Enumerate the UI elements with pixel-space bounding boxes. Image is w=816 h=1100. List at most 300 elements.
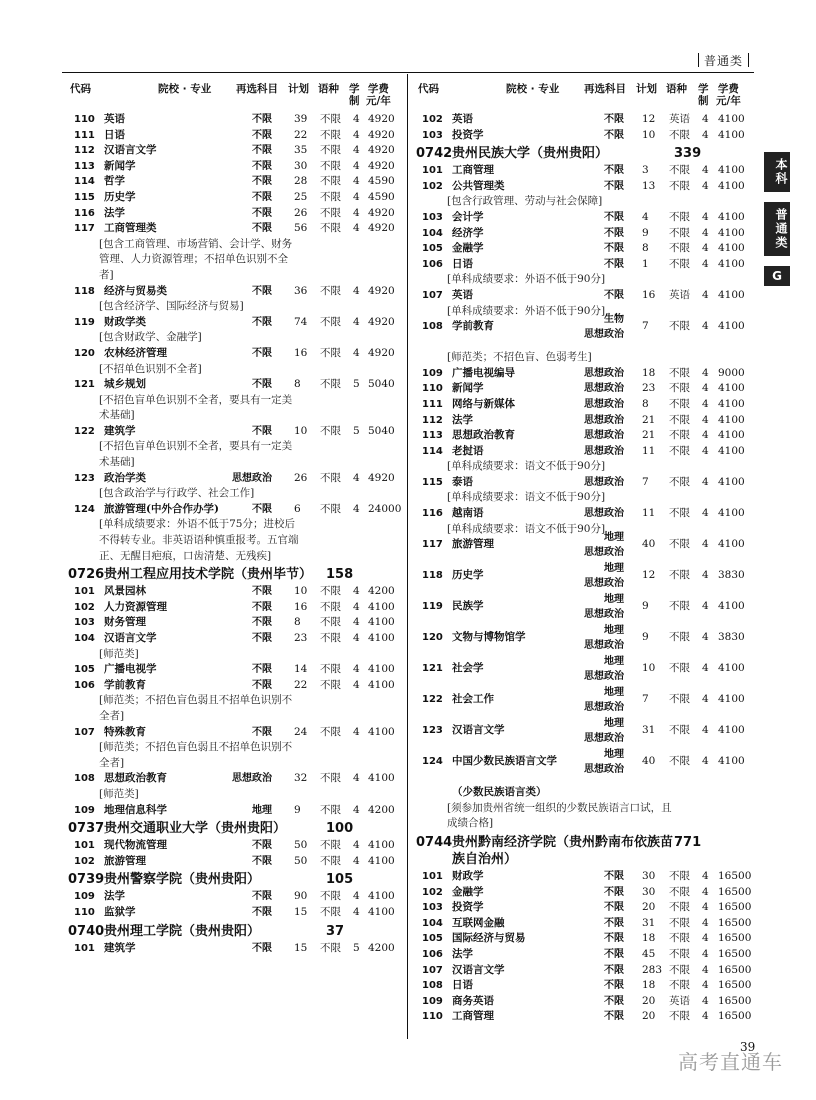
required-subject: 思想政治: [584, 445, 624, 457]
years: 4: [353, 113, 360, 125]
major-name: 会计学: [452, 210, 484, 223]
major-name: 旅游管理(中外合作办学): [104, 502, 219, 515]
enroll-plan: 8: [642, 242, 649, 255]
language: 不限: [320, 678, 341, 691]
language: 不限: [320, 190, 341, 203]
major-name: 经济学: [452, 226, 484, 239]
major-name: 老挝语: [452, 444, 484, 457]
major-note: [包含经济学、国际经济与贸易]: [99, 300, 244, 313]
major-name: 泰语: [452, 475, 473, 488]
tuition: 4100: [368, 839, 395, 852]
language: 不限: [320, 284, 341, 297]
major-name: 汉语言文学: [104, 144, 157, 157]
table-row: [416, 226, 752, 242]
years: 5: [353, 378, 360, 391]
major-name: 汉语言文学: [452, 724, 505, 737]
table-row: [416, 241, 752, 257]
major-code: 113: [74, 160, 95, 172]
required-subject: 不限: [252, 855, 272, 867]
required-subject: 不限: [252, 679, 272, 691]
major-note: [包含工商管理、市场营销、会计学、财务管理、人力资源管理；不招单色识别不全者]: [99, 237, 293, 281]
required-subject: 思想政治: [584, 383, 624, 395]
enroll-plan: 1: [642, 257, 649, 270]
watermark: 高考直通车: [678, 1050, 783, 1074]
school-plan: 158: [326, 567, 354, 583]
tuition: 4100: [368, 663, 395, 676]
language: 不限: [320, 616, 341, 629]
language: 英语: [669, 994, 690, 1007]
major-code: 102: [422, 114, 443, 125]
major-name-cont: （少数民族语言类）: [452, 786, 547, 799]
years: 4: [702, 932, 709, 945]
enroll-plan: 283: [642, 963, 663, 976]
enroll-plan: 50: [294, 839, 308, 852]
major-name: 哲学: [104, 175, 125, 188]
enroll-plan: 9: [642, 600, 649, 613]
enroll-plan: 10: [294, 424, 308, 437]
major-note: [包含政治学与行政学、社会工作]: [99, 487, 255, 500]
enroll-plan: 40: [642, 538, 656, 551]
tuition: 16500: [718, 932, 752, 945]
enroll-plan: 35: [294, 144, 308, 157]
table-row: [416, 506, 752, 522]
required-subject: 不限: [604, 180, 624, 192]
language: 不限: [669, 755, 690, 768]
required-subject: 不限: [604, 1011, 624, 1023]
major-code: 109: [422, 995, 443, 1007]
tuition: 4920: [368, 144, 395, 157]
enroll-plan: 3: [642, 164, 649, 177]
required-subject: 不限: [252, 425, 272, 437]
tuition: 4920: [368, 159, 395, 172]
tuition: 4100: [368, 725, 395, 738]
column-header: [68, 78, 400, 112]
major-code: 123: [74, 472, 95, 484]
major-code: 109: [74, 804, 95, 816]
table-row: [68, 346, 400, 362]
years: 4: [353, 803, 360, 816]
major-note: [师范类]: [99, 787, 139, 800]
required-subject: 不限: [252, 379, 272, 391]
table-row: [68, 600, 400, 616]
major-note: [师范类；不招色盲色弱且不招单色识别不全者]: [99, 694, 293, 722]
tuition: 4200: [368, 585, 395, 598]
major-name: 财政学类: [104, 315, 146, 328]
required-subject: 地理: [604, 625, 624, 637]
school-name: 贵州警察学院（贵州贵阳）: [104, 872, 261, 888]
major-code: 108: [74, 773, 95, 785]
major-name: 法学: [452, 413, 473, 426]
years: 4: [702, 128, 709, 141]
major-code: 118: [74, 285, 95, 297]
enroll-plan: 31: [642, 724, 656, 737]
major-code: 104: [422, 917, 443, 929]
table-row: [416, 963, 752, 979]
years: 4: [702, 693, 709, 706]
language: 不限: [669, 693, 690, 706]
language: 不限: [669, 257, 690, 270]
language: 不限: [669, 948, 690, 960]
enroll-plan: 9: [294, 803, 301, 816]
enroll-plan: 21: [642, 429, 656, 442]
required-subject: 生物: [604, 314, 624, 326]
table-row: [416, 257, 752, 273]
major-name: 广播电视学: [104, 663, 157, 676]
enroll-plan: 56: [294, 222, 308, 235]
table-row: [416, 656, 752, 692]
years: 4: [702, 242, 709, 255]
tuition: 9000: [718, 366, 745, 379]
language: 不限: [320, 839, 341, 852]
major-note: [包含财政学、金融学]: [99, 331, 202, 344]
required-subject: 不限: [252, 906, 272, 918]
col-lang: 语种: [318, 83, 339, 95]
enroll-plan: 20: [642, 994, 656, 1007]
required-subject: 不限: [604, 949, 624, 960]
years: 4: [702, 631, 709, 644]
language: 不限: [320, 854, 341, 867]
major-note: [不招色盲单色识别不全者，要具有一定美术基础]: [99, 393, 293, 422]
major-code: 101: [74, 942, 95, 954]
major-code: 106: [422, 949, 443, 960]
table-row: [416, 428, 752, 444]
category-header: 普通类: [704, 54, 744, 68]
years: 4: [353, 315, 360, 328]
major-name: 人力资源管理: [104, 600, 167, 613]
years: 4: [702, 901, 709, 914]
required-subject: 不限: [252, 223, 272, 235]
major-name: 旅游管理: [104, 854, 146, 867]
tuition: 4100: [368, 678, 395, 691]
language: 不限: [320, 663, 341, 676]
major-code: 118: [422, 570, 443, 582]
major-name: 新闻学: [104, 159, 136, 172]
required-subject: 不限: [604, 165, 624, 177]
tuition: 4100: [718, 226, 745, 239]
table-row: [68, 221, 400, 237]
required-subject: 不限: [252, 145, 272, 157]
language: 不限: [320, 315, 341, 328]
required-subject: 不限: [252, 191, 272, 203]
col-name: 院校 · 专业: [506, 83, 560, 95]
major-name: 英语: [452, 113, 473, 125]
major-code: 114: [422, 445, 443, 457]
enroll-plan: 25: [294, 190, 308, 203]
major-code: 124: [422, 756, 443, 768]
table-row: [416, 112, 752, 128]
major-code: 105: [422, 243, 443, 255]
table-row: [416, 475, 752, 491]
major-code: 111: [74, 129, 95, 141]
table-row: [68, 631, 400, 647]
table-row: [68, 502, 400, 518]
required-subject: 不限: [252, 285, 272, 297]
col-yrs: 学 制: [698, 83, 709, 107]
major-code: 120: [74, 347, 95, 359]
required-subject: 思想政治: [232, 773, 272, 785]
tuition: 4920: [368, 315, 395, 328]
enroll-plan: 18: [642, 979, 656, 992]
table-row: [416, 163, 752, 179]
major-name: 英语: [104, 113, 125, 125]
required-subject: 不限: [252, 207, 272, 219]
years: 4: [353, 159, 360, 172]
major-code: 110: [422, 1011, 443, 1023]
enroll-plan: 7: [642, 475, 649, 488]
major-code: 103: [422, 902, 443, 914]
language: 不限: [320, 113, 341, 125]
tuition: 4100: [718, 662, 745, 675]
required-subject: 思想政治: [584, 414, 624, 426]
major-name: 财务管理: [104, 616, 146, 629]
required-subject: 地理: [604, 656, 624, 668]
school-heading: [416, 834, 752, 868]
tuition: 24000: [368, 502, 402, 515]
major-name: 学前教育: [104, 678, 146, 691]
years: 4: [353, 346, 360, 359]
major-code: 109: [74, 891, 95, 903]
major-name: 金融学: [452, 885, 484, 898]
years: 4: [702, 870, 709, 883]
required-subject: 不限: [252, 840, 272, 852]
major-name: 农林经济管理: [104, 346, 167, 359]
years: 4: [702, 979, 709, 992]
tuition: 4100: [718, 179, 745, 192]
major-name: 汉语言文学: [452, 963, 505, 976]
enroll-plan: 30: [642, 885, 656, 898]
major-name: 新闻学: [452, 382, 484, 395]
major-code: 116: [74, 207, 95, 219]
tuition: 4920: [368, 222, 395, 235]
major-code: 107: [422, 289, 443, 301]
enroll-plan: 36: [294, 284, 308, 297]
major-code: 105: [74, 664, 95, 676]
years: 4: [353, 284, 360, 297]
table-row-continued: [416, 785, 752, 801]
language: 不限: [669, 382, 690, 395]
years: 4: [702, 382, 709, 395]
enroll-plan: 9: [642, 631, 649, 644]
required-subject: 不限: [604, 933, 624, 945]
required-subject: 不限: [252, 114, 272, 125]
side-tab-general: 普通类: [764, 202, 790, 256]
major-code: 102: [74, 601, 95, 613]
enroll-plan: 8: [294, 616, 301, 629]
language: 不限: [669, 320, 690, 333]
major-note: [单科成绩要求：外语不低于90分]: [447, 304, 606, 317]
years: 4: [702, 429, 709, 442]
tuition: 4200: [368, 941, 395, 954]
page-number: 39: [740, 1040, 756, 1054]
enroll-plan: 18: [642, 932, 656, 945]
required-subject: 思想政治: [584, 733, 624, 745]
tuition: 4920: [368, 346, 395, 359]
tuition: 4100: [718, 382, 745, 395]
school-plan: 339: [674, 146, 702, 162]
years: 4: [353, 206, 360, 219]
major-note: [须参加贵州省统一组织的少数民族语言口试，且成绩合格]: [447, 801, 672, 830]
table-row: [68, 771, 400, 787]
language: 不限: [320, 632, 341, 644]
required-subject: 地理: [604, 594, 624, 606]
major-code: 110: [74, 114, 95, 125]
school-heading: [68, 871, 400, 888]
language: 不限: [669, 724, 690, 737]
tuition: 4590: [368, 190, 395, 203]
major-code: 102: [422, 886, 443, 898]
major-note: [包含行政管理、劳动与社会保障]: [447, 195, 603, 208]
language: 不限: [320, 378, 341, 391]
table-row: [416, 563, 752, 599]
enroll-plan: 45: [642, 948, 656, 960]
table-row: [416, 994, 752, 1010]
table-row: [68, 941, 400, 957]
enroll-plan: 11: [642, 444, 656, 457]
language: 不限: [669, 979, 690, 992]
major-code: 113: [422, 430, 443, 442]
enroll-plan: 26: [294, 471, 308, 484]
years: 4: [702, 413, 709, 426]
required-subject: 不限: [604, 980, 624, 992]
header-rule: [62, 72, 754, 73]
major-name: 建筑学: [104, 424, 136, 437]
major-name: 互联网金融: [452, 916, 505, 929]
major-name: 城乡规划: [104, 378, 146, 391]
tuition: 16500: [718, 870, 752, 883]
table-row: [68, 315, 400, 331]
major-note: [单科成绩要求：外语不低于75分；进校后不得转专业。非英语语种慎重报考。五官端正、无醒目疤痕，口齿清楚、无残疾]: [99, 518, 299, 562]
language: 不限: [320, 471, 341, 484]
major-name: 法学: [104, 206, 125, 219]
table-row: [68, 905, 400, 921]
table-row: [416, 532, 752, 568]
years: 4: [702, 569, 709, 582]
tuition: 3830: [718, 569, 745, 582]
major-code: 124: [74, 503, 95, 515]
required-subject: 不限: [604, 258, 624, 270]
language: 不限: [669, 1010, 690, 1023]
required-subject: 不限: [252, 347, 272, 359]
major-code: 122: [422, 694, 443, 706]
tuition: 4100: [368, 616, 395, 629]
language: 不限: [669, 397, 690, 410]
enroll-plan: 23: [294, 632, 308, 644]
language: 不限: [320, 346, 341, 359]
tuition: 4100: [718, 724, 745, 737]
table-row: [68, 190, 400, 206]
major-code: 122: [74, 425, 95, 437]
tuition: 4100: [368, 632, 395, 644]
language: 不限: [320, 725, 341, 738]
enroll-plan: 30: [642, 870, 656, 883]
school-plan: 105: [326, 872, 354, 888]
enroll-plan: 28: [294, 175, 308, 188]
required-subject: 地理: [604, 687, 624, 699]
years: 4: [353, 190, 360, 203]
required-subject: 思想政治: [584, 430, 624, 442]
major-name: 广播电视编导: [452, 366, 515, 379]
required-subject: 不限: [252, 633, 272, 644]
major-name: 财政学: [452, 870, 484, 883]
required-subject: 思想政治: [232, 472, 272, 484]
major-name: 日语: [104, 128, 125, 141]
language: 不限: [669, 870, 690, 883]
language: 不限: [669, 210, 690, 223]
col-plan: 计划: [288, 83, 309, 95]
years: 4: [702, 755, 709, 768]
table-row: [416, 869, 752, 885]
table-row: [416, 288, 752, 304]
table-row: [68, 803, 400, 819]
major-code: 123: [422, 725, 443, 737]
major-note: [师范类]: [99, 647, 139, 660]
language: 不限: [669, 444, 690, 457]
major-name: 投资学: [452, 128, 484, 141]
table-row: [68, 206, 400, 222]
tuition: 4100: [368, 600, 395, 613]
major-name: 投资学: [452, 901, 484, 914]
required-subject: 地理: [252, 804, 272, 816]
required-subject: 不限: [252, 617, 272, 629]
tuition: 16500: [718, 885, 752, 898]
enroll-plan: 22: [294, 678, 308, 691]
tuition: 5040: [368, 424, 395, 437]
major-code: 115: [74, 191, 95, 203]
language: 不限: [669, 164, 690, 177]
tuition: 16500: [718, 979, 752, 992]
tuition: 4100: [718, 164, 745, 177]
major-name: 历史学: [104, 190, 136, 203]
tuition: 4100: [718, 113, 745, 125]
years: 4: [702, 226, 709, 239]
table-row: [416, 885, 752, 901]
required-subject: 思想政治: [584, 578, 624, 590]
side-tabs: [760, 152, 800, 286]
major-name: 特殊教育: [104, 725, 146, 738]
years: 4: [702, 320, 709, 333]
years: 4: [353, 772, 360, 785]
tuition: 4100: [718, 128, 745, 141]
tuition: 4100: [368, 854, 395, 867]
language: 不限: [320, 803, 341, 816]
col-fee: 学费 元/年: [366, 83, 391, 107]
major-note: [不招单色识别不全者]: [99, 362, 202, 375]
required-subject: 不限: [604, 129, 624, 141]
table-row: [68, 662, 400, 678]
table-row: [68, 377, 400, 393]
school-heading: [68, 566, 400, 583]
table-row: [68, 838, 400, 854]
language: 不限: [320, 144, 341, 157]
table-row: [416, 314, 752, 350]
major-name: 思想政治教育: [452, 429, 515, 442]
enroll-plan: 7: [642, 693, 649, 706]
table-row: [416, 718, 752, 754]
major-code: 114: [74, 176, 95, 188]
language: 不限: [669, 413, 690, 426]
major-name: 国际经济与贸易: [452, 932, 526, 945]
enroll-plan: 4: [642, 210, 649, 223]
tuition: 4100: [368, 890, 395, 903]
enroll-plan: 30: [294, 159, 308, 172]
tuition: 4100: [718, 429, 745, 442]
tuition: 4920: [368, 206, 395, 219]
major-note: [单科成绩要求：语文不低于90分]: [447, 522, 606, 535]
tuition: 4100: [718, 413, 745, 426]
language: 不限: [320, 159, 341, 172]
enroll-plan: 13: [642, 179, 656, 192]
required-subject: 不限: [604, 289, 624, 301]
